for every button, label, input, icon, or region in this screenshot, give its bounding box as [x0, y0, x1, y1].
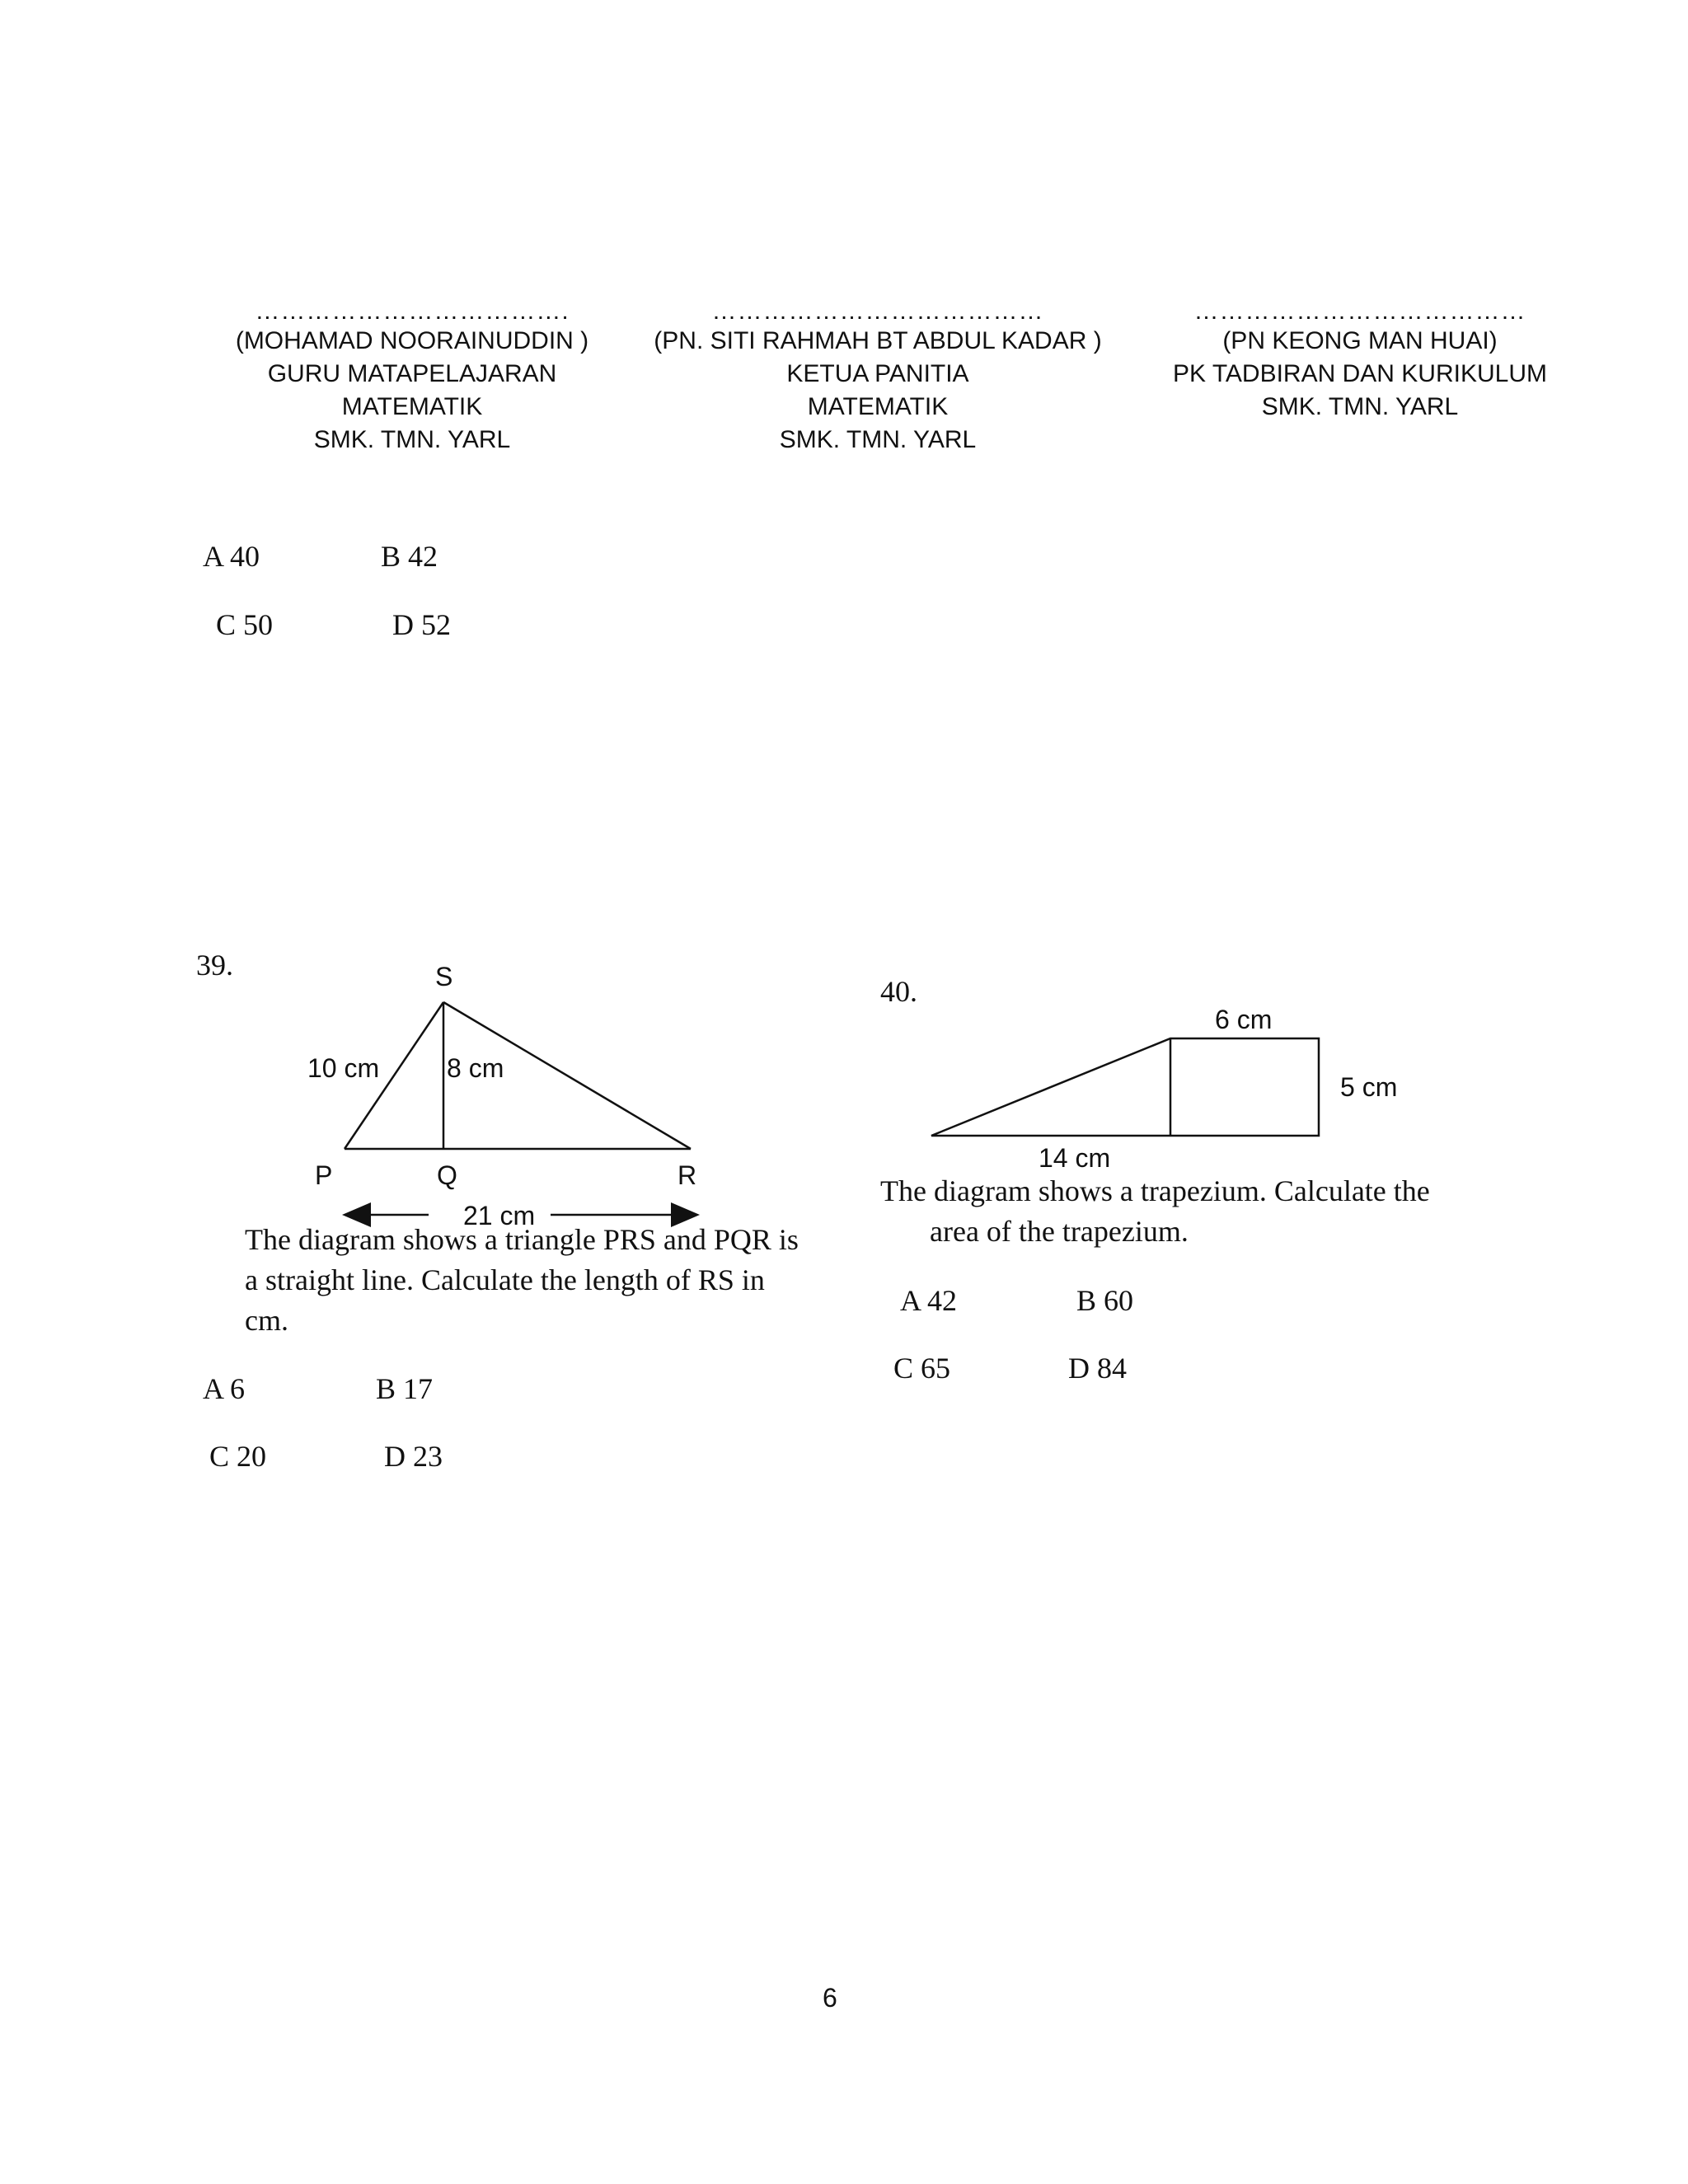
signatory-school: SMK. TMN. YARL	[779, 426, 977, 453]
signatory-title: PK TADBIRAN DAN KURIKULUM	[1173, 360, 1547, 387]
prev-option-b: B 42	[381, 540, 438, 573]
signatory-name: (MOHAMAD NOORAINUDDIN )	[235, 327, 589, 354]
q39-option-d: D 23	[384, 1440, 443, 1473]
signature-dotted-line: ……………………………….	[255, 303, 570, 325]
question-40-number: 40.	[880, 975, 917, 1008]
q40-option-c: C 65	[893, 1352, 951, 1385]
signature-dotted-line: …………………………………	[1193, 303, 1526, 325]
signature-block-subject-teacher	[223, 303, 602, 457]
label-r: R	[678, 1160, 697, 1190]
q40-option-a: A 42	[900, 1284, 958, 1317]
signatory-subject: MATEMATIK	[341, 393, 483, 420]
signature-block-panel-head	[647, 303, 1109, 457]
q39-option-b: B 17	[376, 1372, 434, 1405]
label-pr-length: 21 cm	[463, 1201, 536, 1228]
signature-dotted-line: …………………………………	[711, 303, 1044, 325]
q40-option-d: D 84	[1068, 1352, 1127, 1385]
signatory-subject: MATEMATIK	[807, 393, 949, 420]
trapezium-outline	[931, 1038, 1319, 1136]
q39-option-a: A 6	[203, 1372, 246, 1405]
prev-option-a: A 40	[203, 540, 260, 573]
signatory-name: (PN KEONG MAN HUAI)	[1222, 327, 1498, 354]
page-number: 6	[823, 1983, 837, 2013]
label-ps-length: 10 cm	[307, 1053, 380, 1083]
question-39-text: The diagram shows a triangle PRS and PQR is a straight line. Calculate the length of RS in cm.	[245, 1223, 799, 1337]
prev-option-c: C 50	[216, 608, 274, 641]
label-right-length: 5 cm	[1340, 1072, 1398, 1102]
q39-option-c: C 20	[209, 1440, 267, 1473]
signatory-title: KETUA PANITIA	[786, 360, 969, 387]
trapezium-diagram	[907, 997, 1500, 1195]
signature-block-senior-assistant	[1154, 303, 1566, 424]
q40-option-b: B 60	[1076, 1284, 1134, 1317]
signatory-school: SMK. TMN. YARL	[313, 426, 511, 453]
triangle-diagram	[280, 956, 857, 1228]
label-bottom-length: 14 cm	[1039, 1143, 1111, 1173]
signatory-title: GURU MATAPELAJARAN	[267, 360, 557, 387]
prev-option-d: D 52	[392, 608, 451, 641]
signatory-name: (PN. SITI RAHMAH BT ABDUL KADAR )	[654, 327, 1102, 354]
label-q: Q	[437, 1160, 457, 1190]
label-p: P	[315, 1160, 333, 1190]
question-40-text-line2: area of the trapezium.	[930, 1215, 1189, 1248]
signatory-school: SMK. TMN. YARL	[1261, 393, 1459, 420]
question-40-text-line1: The diagram shows a trapezium. Calculate the	[880, 1174, 1430, 1207]
label-top-length: 6 cm	[1215, 1005, 1273, 1034]
label-s: S	[435, 962, 453, 991]
label-sq-length: 8 cm	[447, 1053, 504, 1083]
question-39-number: 39.	[196, 949, 233, 982]
